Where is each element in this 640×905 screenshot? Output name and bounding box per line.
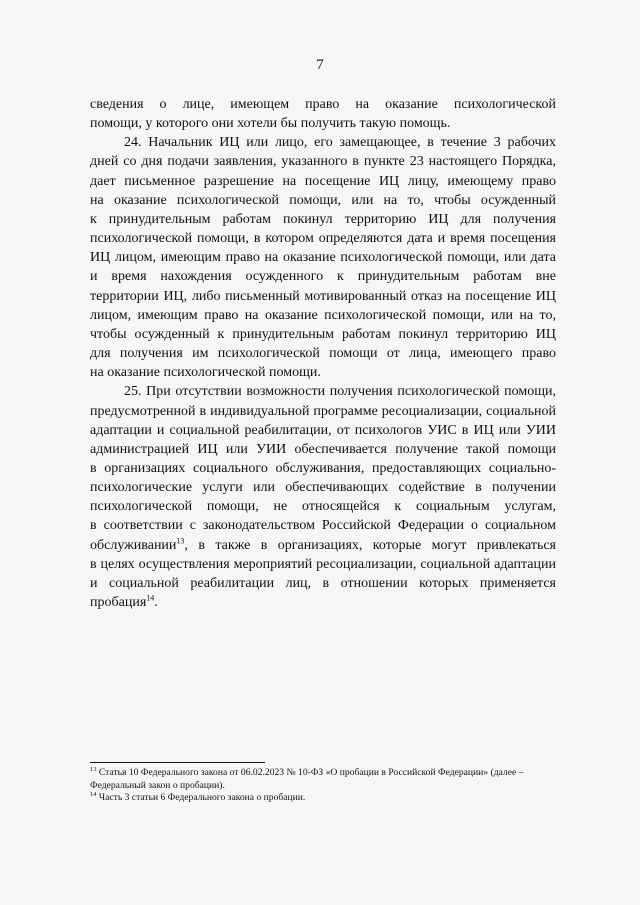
- text-line: и время нахождения осужденного к принудительным работам вне: [90, 269, 556, 285]
- footnotes: [90, 767, 556, 805]
- text-line: и социальной реабилитации лиц, в отношении которых применяется: [90, 575, 556, 591]
- footnote-mark: 13: [90, 765, 97, 773]
- paragraph-p25: [90, 382, 556, 612]
- text-line: дней со дня подачи заявления, указанного в пункте 23 настоящего Порядка,: [90, 154, 556, 170]
- footnote-14: [90, 792, 556, 805]
- text-line: на оказание психологической помощи, или на то, чтобы осужденный: [90, 192, 556, 208]
- text-line: помощи, у которого они хотели бы получить такую помощь.: [90, 116, 451, 132]
- text-line: психологической помощи, не относящейся к социальным услугам,: [90, 499, 556, 515]
- text-line: лицом, имеющим право на оказание психологической помощи, или на то,: [90, 307, 556, 323]
- footnote-text: Часть 3 статьи 6 Федерального закона о пробации.: [96, 792, 306, 804]
- text-line: пробация$^{14}$.: [90, 593, 158, 611]
- paragraph-p-cont: [90, 95, 556, 133]
- text-line: к принудительным работам покинул территорию ИЦ для получения: [90, 211, 556, 227]
- footnote-separator: [90, 762, 265, 763]
- text-line: в соответствии с законодательством Российской Федерации о социальном: [90, 518, 556, 534]
- text-line: в целях осуществления мероприятий ресоциализации, социальной адаптации: [90, 556, 556, 572]
- text-line: адаптации и социальной реабилитации, от психологов УИС в ИЦ или УИИ: [90, 422, 556, 438]
- text-line: предусмотренной в индивидуальной программе ресоциализации, социальной: [90, 403, 556, 419]
- text-line: администрацией ИЦ или УИИ обеспечивается получение такой помощи: [90, 441, 556, 457]
- footnote-ref: 14: [146, 593, 155, 603]
- body-text: [90, 95, 556, 612]
- text-line: чтобы осужденный к принудительным работам покинул территорию ИЦ: [90, 326, 556, 342]
- footnote-13: [90, 767, 556, 792]
- footnote-mark: 14: [90, 791, 97, 798]
- text-line: дает письменное разрешение на посещение ИЦ лицу, имеющему право: [90, 173, 556, 189]
- text-line: сведения о лице, имеющем право на оказание психологической: [90, 97, 556, 112]
- text-line: обслуживании$^{13}$, в также в организациях, которые могут привлекаться: [90, 535, 556, 553]
- footnote-text: Статья 10 Федерального закона от 06.02.2023 № 10-ФЗ «О пробации в Российской Федерации» (далее – Федеральный закон о пробации).: [90, 767, 524, 791]
- text-line: для получения им психологической помощи от лица, имеющего право: [90, 346, 556, 362]
- text-line: 25. При отсутствии возможности получения психологической помощи,: [124, 384, 556, 400]
- text-line: ИЦ лицом, имеющим право на оказание психологической помощи, или дата: [90, 250, 556, 266]
- text-line: психологической помощи, в котором определяются дата и время посещения: [90, 231, 556, 247]
- page-number: 7: [316, 57, 324, 73]
- footnote-ref: 13: [176, 535, 185, 545]
- text-line: в организациях социального обслуживания, предоставляющих социально-: [90, 460, 556, 476]
- text-line: психологические услуги или обеспечивающих содействие в получении: [90, 480, 556, 496]
- text-line: на оказание психологической помощи.: [90, 365, 321, 381]
- text-line: территории ИЦ, либо письменный мотивированный отказ на посещение ИЦ: [90, 288, 556, 304]
- text-line: 24. Начальник ИЦ или лицо, его замещающее, в течение 3 рабочих: [124, 135, 556, 151]
- paragraph-p24: [90, 133, 556, 382]
